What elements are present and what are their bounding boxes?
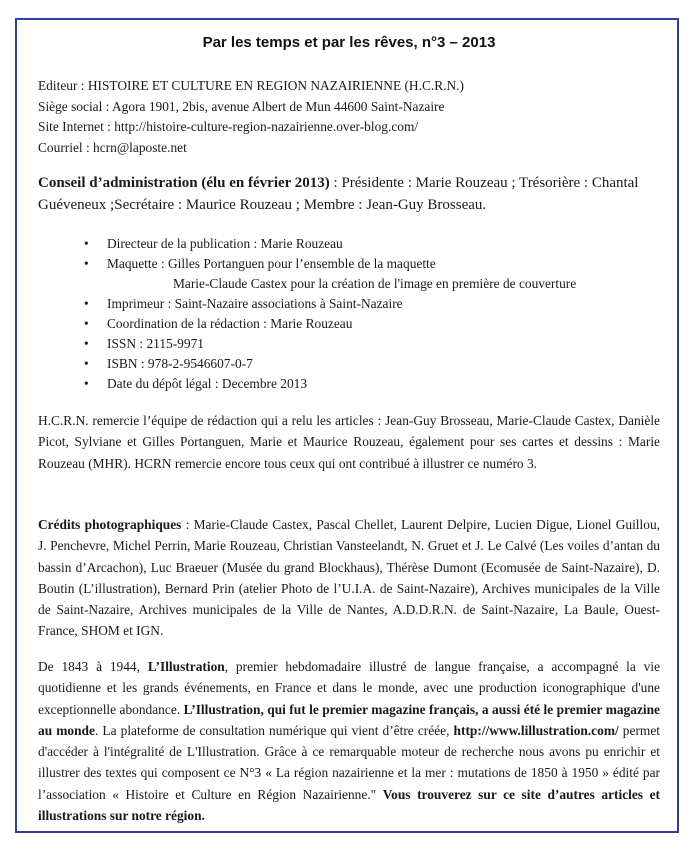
bullet: • (84, 236, 89, 251)
list-item (60, 254, 660, 294)
board-text: : Présidente : Marie Rouzeau ; Trésorière : Chantal Guéveneux ;Secrétaire : Maurice Rouzeau ; Membre : Jean-Guy Brosseau. (38, 175, 639, 213)
illustration-bold: L’Illustration (147, 659, 225, 674)
editor-info (38, 76, 658, 158)
page-title: Par les temps et par les rêves, n°3 – 2013 (202, 34, 496, 51)
illustration-bold: Vous trouverez sur ce site d’autres articles et illustrations sur notre région. (38, 786, 660, 824)
address-line: Siège social : Agora 1901, 2bis, avenue Albert de Mun 44600 Saint-Nazaire (38, 98, 445, 114)
photo-credits-label: Crédits photographiques (38, 517, 182, 532)
list-item-text: Imprimeur : Saint-Nazaire associations à Saint-Nazaire (107, 296, 403, 311)
bullet: • (84, 256, 89, 271)
email-line: Courriel : hcrn@laposte.net (38, 139, 187, 155)
list-item-text: Directeur de la publication : Marie Rouzeau (107, 236, 343, 251)
editor-line: Editeur : HISTOIRE ET CULTURE EN REGION NAZAIRIENNE (H.C.R.N.) (38, 78, 464, 93)
list-item-subtext: Marie-Claude Castex pour la création de l'image en première de couverture (173, 276, 577, 291)
website-line: Site Internet : http://histoire-culture-region-nazairienne.over-blog.com/ (38, 119, 419, 134)
thanks-paragraph: H.C.R.N. remercie l’équipe de rédaction qui a relu les articles : Jean-Guy Brosseau, Marie-Claude Castex, Danièle Picot, Sylviane et Gilles Portanguen, Marie et Maurice Rouzeau, également pour ses cartes et dessins : Marie Rouzeau (MHR). HCRN remercie encore tous ceux qui ont contribué à illustrer ce numéro 3. (38, 413, 660, 471)
list-item-text: ISSN : 2115-9971 (107, 336, 204, 351)
list-item (60, 314, 660, 334)
list-item-text: Date du dépôt légal : Decembre 2013 (107, 376, 308, 391)
publication-list (60, 234, 660, 394)
board-paragraph (38, 173, 658, 216)
bullet: • (84, 296, 89, 311)
illustration-text: De 1843 à 1944, (38, 659, 148, 674)
bullet: • (84, 316, 89, 331)
board-label: Conseil d’administration (élu en février 2013) (38, 175, 330, 191)
list-item (60, 374, 660, 394)
illustration-text: , premier hebdomadaire illustré de langue française, a accompagné la vie quotidienne et les grands événements, en France et dans le monde, avec une production iconographique d'une exceptionnelle abondance. (38, 659, 661, 717)
photo-credits-text: : Marie-Claude Castex, Pascal Chellet, Laurent Delpire, Lucien Digue, Lionel Guillou, J. Penchevre, Michel Perrin, Marie Rouzeau, Christian Vansteelandt, N. Gruet et J. Le Calvé (Les voiles d’antan du bassin d’Arcachon), Luc Braeuer (Musée du grand Blockhaus), Thérèse Dumont (Ecomusée de Saint-Nazaire), D. Boutin (L’illustration), Bernard Prin (atelier Photo de l’U.I.A. de Saint-Nazaire), Archives municipales de la Ville de Saint-Nazaire, Archives municipales de la Ville de Nantes, A.D.D.R.N. de Saint-Nazaire, La Baule, Ouest-France, SHOM et IGN. (38, 517, 660, 639)
illustration-url: http://www.lillustration.com/ (453, 722, 619, 738)
illustration-text: . La plateforme de consultation numérique qui vient d’être créée, (94, 722, 454, 738)
list-item-text: ISBN : 978-2-9546607-0-7 (107, 356, 253, 371)
bullet: • (84, 356, 89, 371)
illustration-bold: L’Illustration, qui fut le premier magazine français, a aussi été le premier magazine au monde (38, 701, 660, 738)
list-item-text: Maquette : Gilles Portanguen pour l’ensemble de la maquette (107, 256, 436, 271)
list-item (60, 334, 660, 354)
bullet: • (84, 376, 89, 391)
illustration-paragraph (38, 656, 660, 826)
list-item (60, 234, 660, 254)
list-item (60, 294, 660, 314)
illustration-text: permet d'accéder à l'intégralité de L'Illustration. Grâce à ce remarquable moteur de recherche nous avons pu enrichir et illustrer des textes qui composent ce N°3 « La région nazairienne et la mer : mutations de 1850 à 1950 » édité par l’association « Histoire et Culture en Région Nazairienne." (38, 722, 660, 802)
list-item (60, 354, 660, 374)
photo-credits-paragraph (38, 514, 660, 642)
bullet: • (84, 336, 89, 351)
list-item-text: Coordination de la rédaction : Marie Rouzeau (107, 316, 353, 331)
